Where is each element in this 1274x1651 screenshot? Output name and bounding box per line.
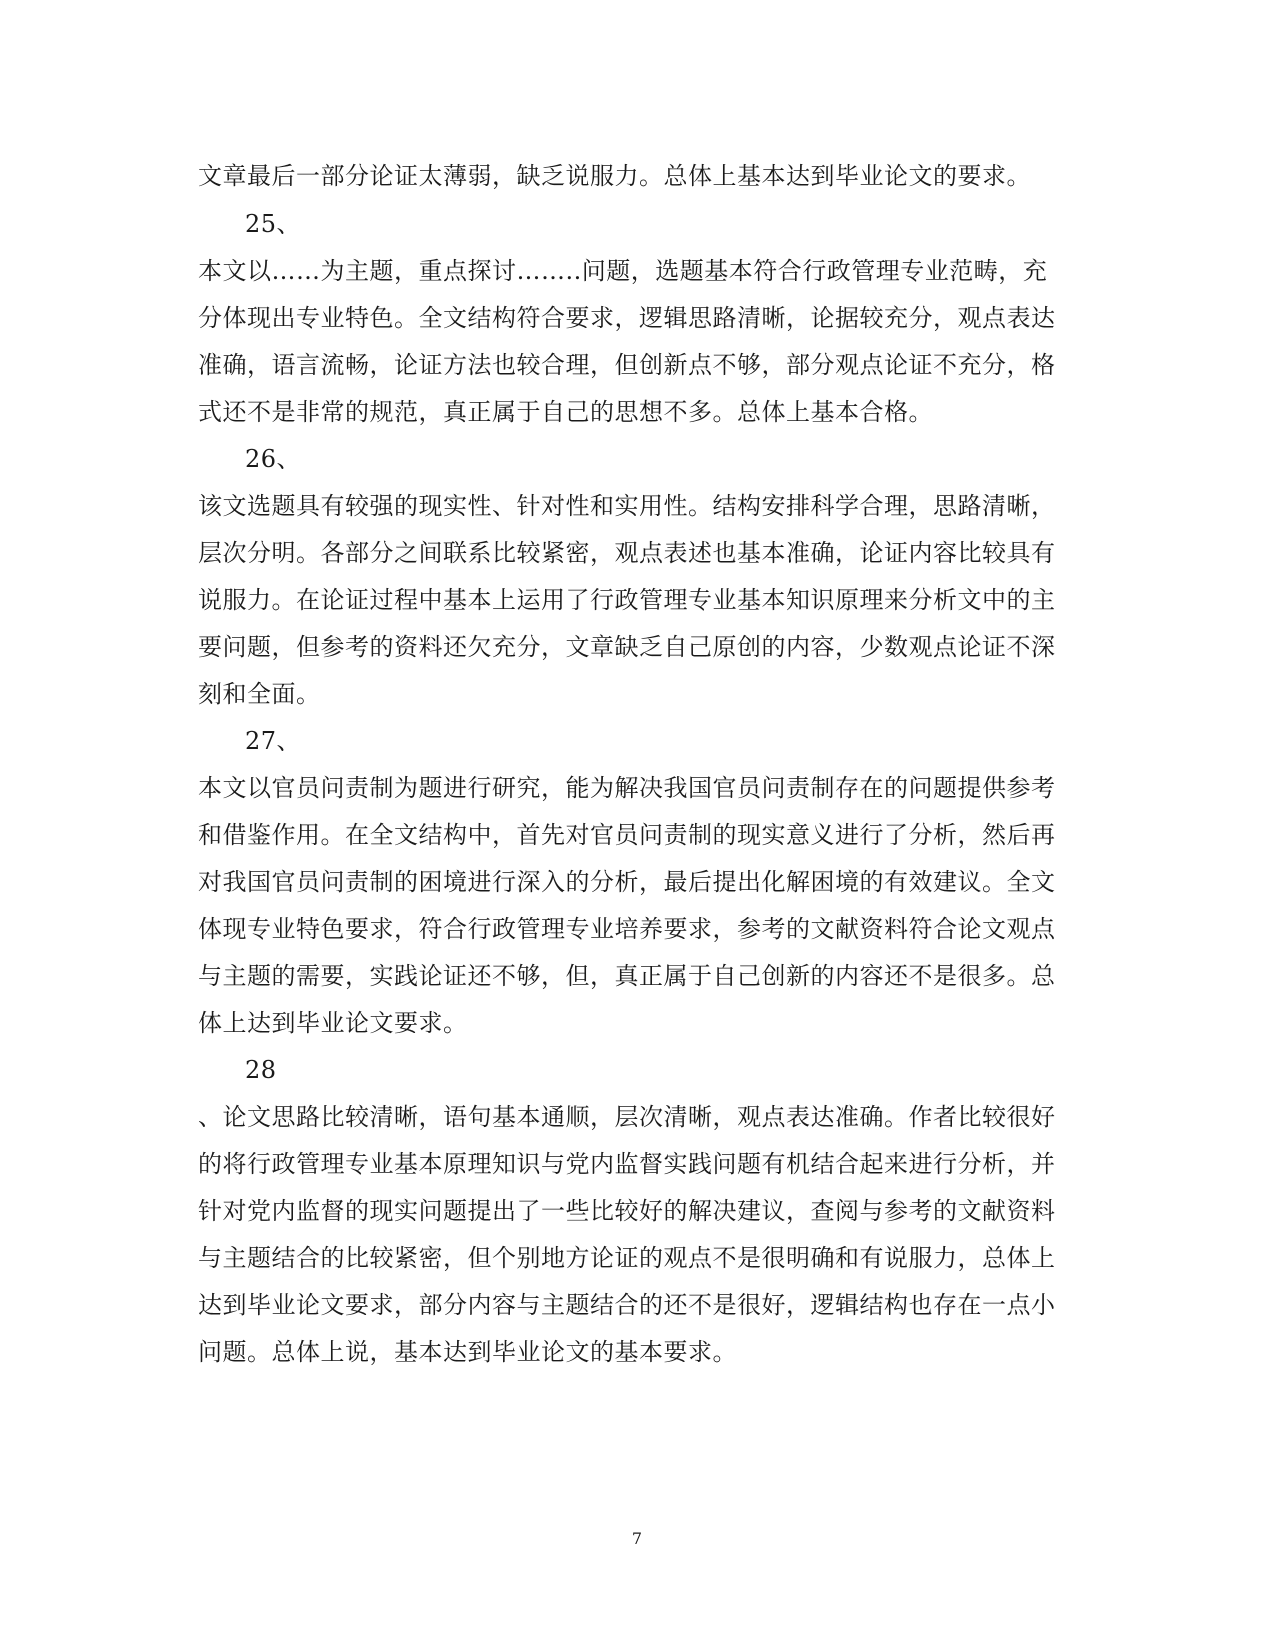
- text-line: 达到毕业论文要求，部分内容与主题结合的还不是很好，逻辑结构也存在一点小: [198, 1291, 1056, 1319]
- item-number-28: 28: [245, 1056, 277, 1084]
- item-number-25: 25、: [245, 210, 302, 238]
- text-line: 分体现出专业特色。全文结构符合要求，逻辑思路清晰，论据较充分，观点表达: [198, 304, 1056, 332]
- text-line: 、论文思路比较清晰，语句基本通顺，层次清晰，观点表达准确。作者比较很好: [198, 1103, 1056, 1131]
- text-line: 式还不是非常的规范，真正属于自己的思想不多。总体上基本合格。: [198, 398, 933, 426]
- text-line: 的将行政管理专业基本原理知识与党内监督实践问题有机结合起来进行分析，并: [198, 1150, 1056, 1178]
- text-line: 该文选题具有较强的现实性、针对性和实用性。结构安排科学合理，思路清晰，: [198, 492, 1056, 520]
- text-line: 说服力。在论证过程中基本上运用了行政管理专业基本知识原理来分析文中的主: [198, 586, 1056, 614]
- text-line: 与主题结合的比较紧密，但个别地方论证的观点不是很明确和有说服力，总体上: [198, 1244, 1056, 1272]
- text-line: 问题。总体上说，基本达到毕业论文的基本要求。: [198, 1338, 737, 1366]
- item-number-27: 27、: [245, 727, 302, 755]
- text-line: 本文以官员问责制为题进行研究，能为解决我国官员问责制存在的问题提供参考: [198, 774, 1056, 802]
- text-line: 与主题的需要，实践论证还不够，但，真正属于自己创新的内容还不是很多。总: [198, 962, 1056, 990]
- page-number: 7: [631, 1529, 643, 1548]
- text-line: 对我国官员问责制的困境进行深入的分析，最后提出化解困境的有效建议。全文: [198, 868, 1056, 896]
- text-line: 和借鉴作用。在全文结构中，首先对官员问责制的现实意义进行了分析，然后再: [198, 821, 1056, 849]
- text-line: 本文以……为主题，重点探讨……..问题，选题基本符合行政管理专业范畴，充: [198, 257, 1048, 285]
- text-line: 针对党内监督的现实问题提出了一些比较好的解决建议，查阅与参考的文献资料: [198, 1197, 1056, 1225]
- item-number-26: 26、: [245, 445, 302, 473]
- text-line: 准确，语言流畅，论证方法也较合理，但创新点不够，部分观点论证不充分，格: [198, 351, 1056, 379]
- text-line: 层次分明。各部分之间联系比较紧密，观点表述也基本准确，论证内容比较具有: [198, 539, 1056, 567]
- text-line: 体现专业特色要求，符合行政管理专业培养要求，参考的文献资料符合论文观点: [198, 915, 1056, 943]
- text-line: 文章最后一部分论证太薄弱，缺乏说服力。总体上基本达到毕业论文的要求。: [198, 162, 1031, 190]
- text-line: 要问题，但参考的资料还欠充分，文章缺乏自己原创的内容，少数观点论证不深: [198, 633, 1056, 661]
- text-line: 刻和全面。: [198, 680, 321, 708]
- text-line: 体上达到毕业论文要求。: [198, 1009, 468, 1037]
